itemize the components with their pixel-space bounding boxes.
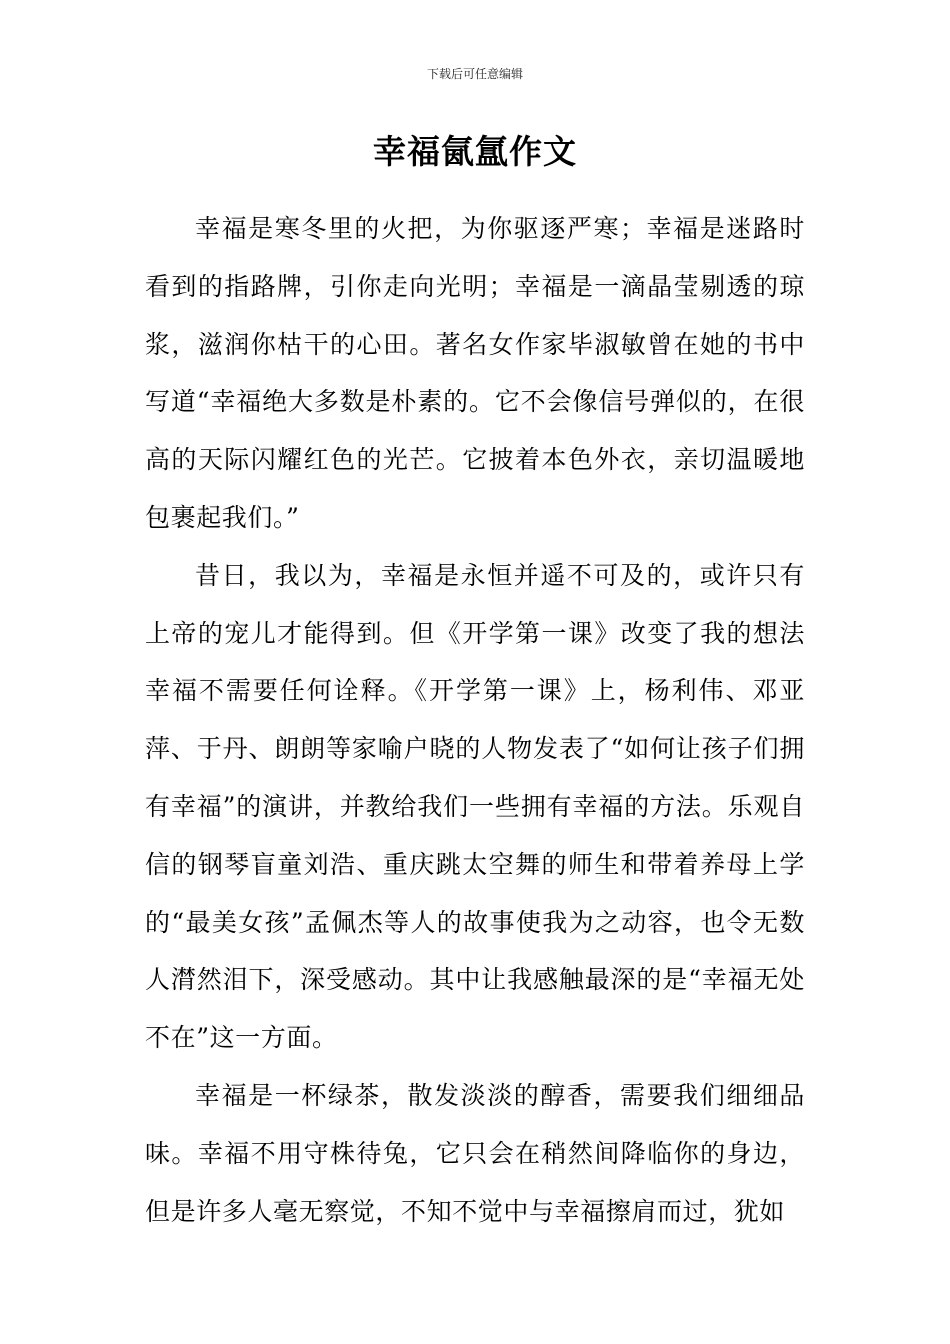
document-body — [145, 200, 805, 1240]
paragraph-2: 昔日，我以为，幸福是永恒并遥不可及的，或许只有上帝的宠儿才能得到。但《开学第一课》改变了我的想法幸福不需要任何诠释。《开学第一课》上，杨利伟、邓亚萍、于丹、朗朗等家喻户晓的人物发表了“如何让孩子们拥有幸福”的演讲，并教给我们一些拥有幸福的方法。乐观自信的钢琴盲童刘浩、重庆跳太空舞的师生和带着养母上学的“最美女孩”孟佩杰等人的故事使我为之动容，也令无数人潸然泪下，深受感动。其中让我感触最深的是“幸福无处不在”这一方面。 — [145, 560, 805, 1053]
paragraph-3: 幸福是一杯绿茶，散发淡淡的醇香，需要我们细细品味。幸福不用守株待兔，它只会在稍然间降临你的身边，但是许多人毫无察觉，不知不觉中与幸福擦肩而过，犹如 — [145, 1080, 805, 1226]
document-title: 幸福氤氲作文 — [373, 132, 577, 171]
paragraph-1: 幸福是寒冬里的火把，为你驱逐严寒；幸福是迷路时看到的指路牌，引你走向光明；幸福是一滴晶莹剔透的琼浆，滋润你枯干的心田。著名女作家毕淑敏曾在她的书中写道“幸福绝大多数是朴素的。它不会像信号弹似的，在很高的天际闪耀红色的光芒。它披着本色外衣，亲切温暖地包裹起我们。” — [145, 214, 805, 532]
header-note: 下载后可任意编辑 — [426, 67, 523, 81]
